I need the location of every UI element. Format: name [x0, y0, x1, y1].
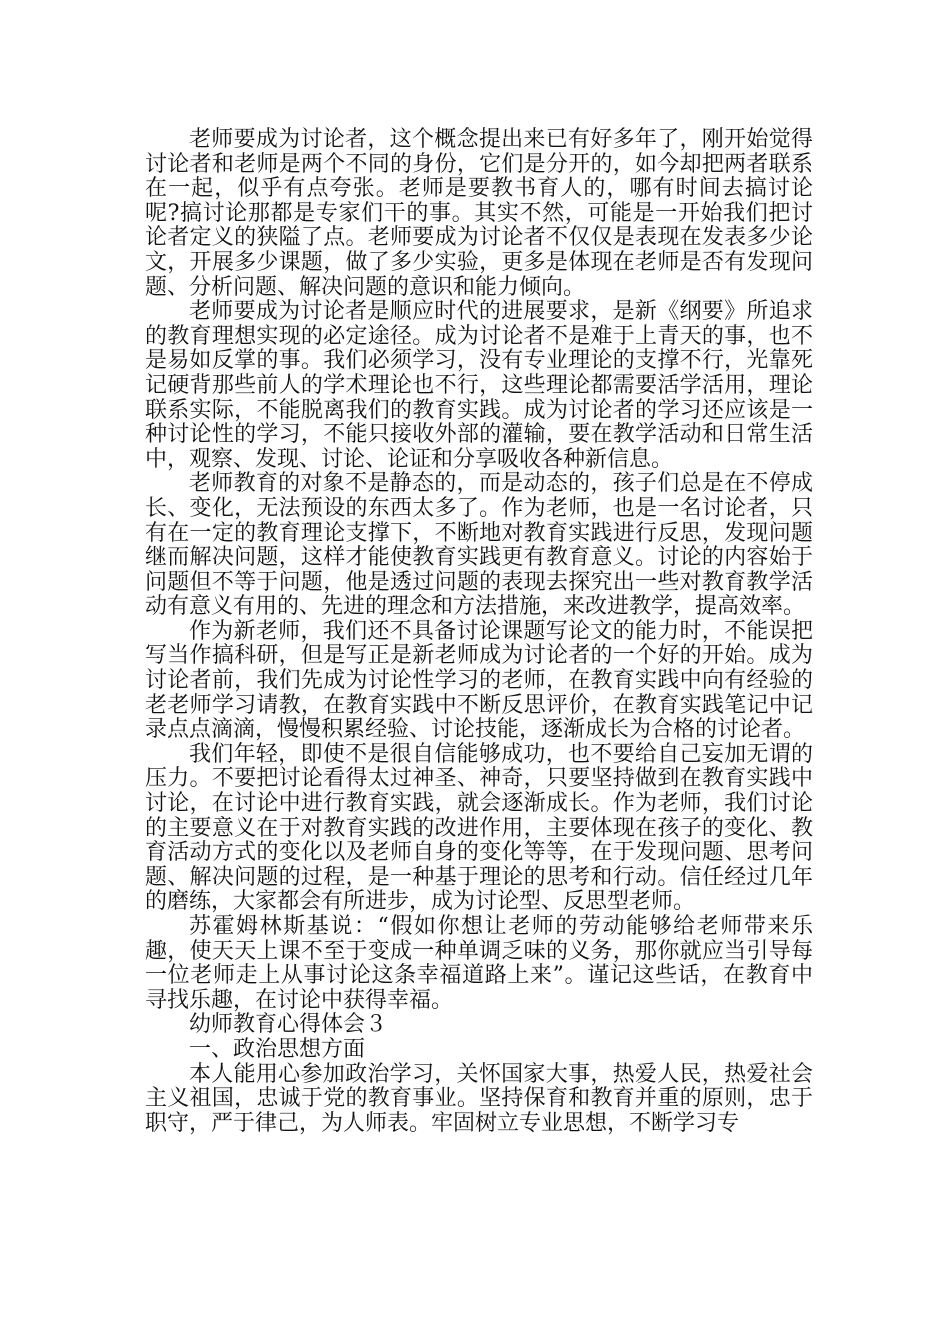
paragraph-young-teachers: 我们年轻，即使不是很自信能够成功，也不要给自己妄加无谓的压力。不要把讨论看得太过神圣、神奇，只要坚持做到在教育实践中讨论，在讨论中进行教育实践，就会逐渐成长。作为老师，我们讨论的主要意义在于对教育实践的改进作用，主要体现在孩子的变化、教育活动方式的变化以及老师自身的变化等等，在于发现问题、思考问题、解决问题的过程，是一种基于理论的思考和行动。信任经过几年的磨练，大家都会有所进步，成为讨论型、反思型老师。	[145, 741, 813, 915]
paragraph-political-study: 本人能用心参加政治学习，关怀国家大事，热爱人民，热爱社会主义祖国，忠诚于党的教育事业。坚持保育和教育并重的原则，忠于职守，严于律己，为人师表。牢固树立专业思想，不断学习专	[145, 1061, 813, 1136]
paragraph-new-teacher: 作为新老师，我们还不具备讨论课题写论文的能力时，不能误把写当作搞科研，但是写正是新老师成为讨论者的一个好的开始。成为讨论者前，我们先成为讨论性学习的老师，在教育实践中向有经验的老老师学习请教，在教育实践中不断反思评价，在教育实践笔记中记录点点滴滴，慢慢积累经验、讨论技能，逐渐成长为合格的讨论者。	[145, 618, 813, 743]
paragraph-dynamic-education: 老师教育的对象不是静态的，而是动态的，孩子们总是在不停成长、变化，无法预设的东西太多了。作为老师，也是一名讨论者，只有在一定的教育理论支撑下，不断地对教育实践进行反思，发现问题继而解决问题，这样才能使教育实践更有教育意义。讨论的内容始于问题但不等于问题，他是透过问题的表现去探究出一些对教育教学活动有意义有用的、先进的理念和方法措施，来改进教学，提高效率。	[145, 471, 813, 620]
paragraph-sukhomlinsky-quote: 苏霍姆林斯基说：“假如你想让老师的劳动能够给老师带来乐趣，使天天上课不至于变成一种单调乏味的义务，那你就应当引导每一位老师走上从事讨论这条幸福道路上来”。谨记这些话，在教育中寻找乐趣，在讨论中获得幸福。	[145, 914, 813, 1013]
paragraph-era-requirements: 老师要成为讨论者是顺应时代的进展要求，是新《纲要》所追求的教育理想实现的必定途径。成为讨论者不是难于上青天的事，也不是易如反掌的事。我们必须学习，没有专业理论的支撑不行，光靠死记硬背那些前人的学术理论也不行，这些理论都需要活学活用，理论联系实际，不能脱离我们的教育实践。成为讨论者的学习还应该是一种讨论性的学习，不能只接收外部的灌输，要在教学活动和日常生活中，观察、发现、讨论、论证和分享吸收各种新信息。	[145, 299, 813, 472]
document-page	[145, 128, 813, 1136]
paragraph-researcher-concept: 老师要成为讨论者，这个概念提出来已有好多年了，刚开始觉得讨论者和老师是两个不同的身份，它们是分开的，如今却把两者联系在一起，似乎有点夸张。老师是要教书育人的，哪有时间去搞讨论呢?搞讨论那都是专家们干的事。其实不然，可能是一开始我们把讨论者定义的狭隘了点。老师要成为讨论者不仅仅是表现在发表多少论文，开展多少课题，做了多少实验，更多是体现在老师是否有发现问题、分析问题、解决问题的意识和能力倾向。	[145, 127, 813, 300]
subheading-political-thought: 一、政治思想方面	[189, 1036, 366, 1062]
section-heading-experience-3: 幼师教育心得体会３	[189, 1012, 388, 1038]
